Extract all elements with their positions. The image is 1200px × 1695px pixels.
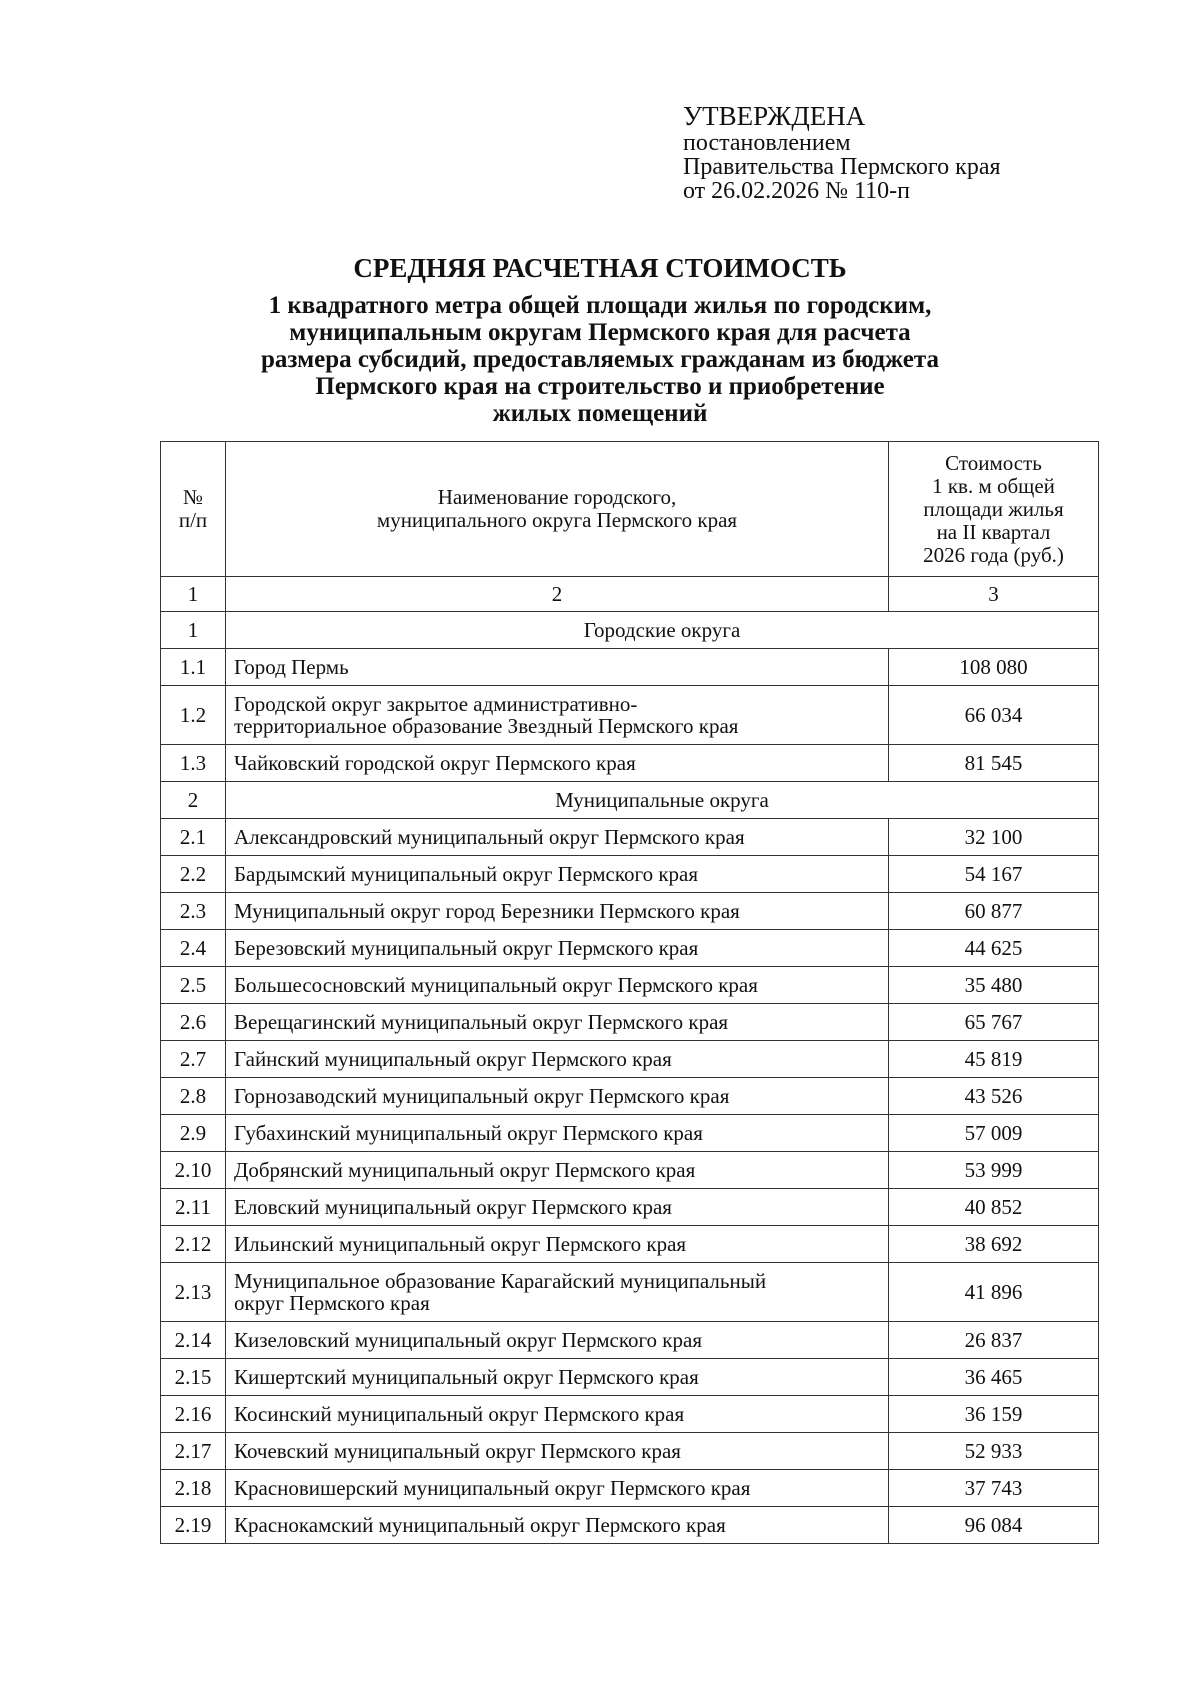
- table-row: [161, 1263, 1099, 1322]
- table-row: [161, 856, 1099, 893]
- row-num: 1.2: [161, 686, 226, 745]
- column-number: 1: [161, 577, 226, 612]
- row-num: 1.3: [161, 745, 226, 782]
- table-row: [161, 930, 1099, 967]
- header-num: [161, 442, 226, 577]
- section-row-municipal-districts: [161, 782, 1099, 819]
- approval-line: от 26.02.2026 № 110-п: [683, 178, 911, 204]
- section-num: 1: [161, 612, 226, 649]
- row-name: Гайнский муниципальный округ Пермского края: [226, 1041, 889, 1078]
- column-number: 3: [889, 577, 1099, 612]
- row-value: 32 100: [889, 819, 1099, 856]
- title-main: СРЕДНЯЯ РАСЧЕТНАЯ СТОИМОСТЬ: [353, 253, 847, 283]
- table-row: [161, 1041, 1099, 1078]
- row-value: 35 480: [889, 967, 1099, 1004]
- row-name: Город Пермь: [226, 649, 889, 686]
- row-num: 1.1: [161, 649, 226, 686]
- row-value: 36 159: [889, 1396, 1099, 1433]
- row-value: 36 465: [889, 1359, 1099, 1396]
- row-num: 2.1: [161, 819, 226, 856]
- row-name: Косинский муниципальный округ Пермского края: [226, 1396, 889, 1433]
- row-num: 2.8: [161, 1078, 226, 1115]
- row-name: Верещагинский муниципальный округ Пермского края: [226, 1004, 889, 1041]
- row-num: 2.2: [161, 856, 226, 893]
- row-num: 2.19: [161, 1507, 226, 1544]
- row-name: Горнозаводский муниципальный округ Пермского края: [226, 1078, 889, 1115]
- table-row: [161, 1322, 1099, 1359]
- table-row: [161, 649, 1099, 686]
- header-num-line: п/п: [178, 508, 208, 532]
- header-cost-line: на II квартал: [936, 519, 1051, 544]
- row-name: Чайковский городской округ Пермского края: [226, 745, 889, 782]
- row-name: Добрянский муниципальный округ Пермского края: [226, 1152, 889, 1189]
- row-value: 81 545: [889, 745, 1099, 782]
- row-name: Красновишерский муниципальный округ Пермского края: [226, 1470, 889, 1507]
- column-number: 2: [226, 577, 889, 612]
- row-value: 65 767: [889, 1004, 1099, 1041]
- row-num: 2.11: [161, 1189, 226, 1226]
- row-num: 2.4: [161, 930, 226, 967]
- row-num: 2.9: [161, 1115, 226, 1152]
- row-name: Большесосновский муниципальный округ Пермского края: [226, 967, 889, 1004]
- table-row: [161, 1004, 1099, 1041]
- table-row: [161, 1470, 1099, 1507]
- row-value: 26 837: [889, 1322, 1099, 1359]
- row-num: 2.6: [161, 1004, 226, 1041]
- approval-stamp: [683, 102, 1001, 203]
- table-row: [161, 1396, 1099, 1433]
- table-row: [161, 1152, 1099, 1189]
- row-value: 52 933: [889, 1433, 1099, 1470]
- row-name-line: округ Пермского края: [234, 1291, 430, 1315]
- row-value: 53 999: [889, 1152, 1099, 1189]
- header-name: [226, 442, 889, 577]
- document-title: [0, 255, 1200, 427]
- row-value: 96 084: [889, 1507, 1099, 1544]
- row-value: 57 009: [889, 1115, 1099, 1152]
- table-row: [161, 1189, 1099, 1226]
- table-row: [161, 1226, 1099, 1263]
- row-name: Березовский муниципальный округ Пермского края: [226, 930, 889, 967]
- header-cost-line: Стоимость: [945, 450, 1042, 475]
- approval-line: постановлением: [683, 130, 851, 156]
- row-name: Кочевский муниципальный округ Пермского края: [226, 1433, 889, 1470]
- header-num-line: №: [182, 485, 204, 509]
- row-name-line: Муниципальное образование Карагайский муниципальный: [234, 1269, 767, 1293]
- row-num: 2.16: [161, 1396, 226, 1433]
- title-subline: жилых помещений: [492, 400, 708, 427]
- section-title: Муниципальные округа: [226, 782, 1099, 819]
- row-value: 41 896: [889, 1263, 1099, 1322]
- approval-title: УТВЕРЖДЕНА: [683, 101, 866, 131]
- section-num: 2: [161, 782, 226, 819]
- table-row: [161, 819, 1099, 856]
- row-value: 38 692: [889, 1226, 1099, 1263]
- row-num: 2.3: [161, 893, 226, 930]
- row-value: 45 819: [889, 1041, 1099, 1078]
- table-row: [161, 745, 1099, 782]
- title-subline: муниципальным округам Пермского края для расчета: [289, 319, 911, 346]
- row-name: Кишертский муниципальный округ Пермского края: [226, 1359, 889, 1396]
- header-cost: [889, 442, 1099, 577]
- row-value: 66 034: [889, 686, 1099, 745]
- table-row: [161, 1078, 1099, 1115]
- row-num: 2.13: [161, 1263, 226, 1322]
- row-name: [226, 686, 889, 745]
- row-name: Еловский муниципальный округ Пермского края: [226, 1189, 889, 1226]
- table-row: [161, 1507, 1099, 1544]
- cost-table: [160, 441, 1099, 1544]
- header-cost-line: 1 кв. м общей: [932, 473, 1055, 498]
- approval-line: Правительства Пермского края: [683, 154, 1001, 180]
- row-num: 2.15: [161, 1359, 226, 1396]
- title-subline: 1 квадратного метра общей площади жилья по городским,: [268, 292, 932, 319]
- table-row: [161, 893, 1099, 930]
- row-value: 37 743: [889, 1470, 1099, 1507]
- row-name: Бардымский муниципальный округ Пермского края: [226, 856, 889, 893]
- row-name: [226, 1263, 889, 1322]
- row-value: 54 167: [889, 856, 1099, 893]
- section-title: Городские округа: [226, 612, 1099, 649]
- row-name: Муниципальный округ город Березники Пермского края: [226, 893, 889, 930]
- row-num: 2.5: [161, 967, 226, 1004]
- header-cost-line: 2026 года (руб.): [923, 542, 1064, 567]
- row-num: 2.18: [161, 1470, 226, 1507]
- row-name: Ильинский муниципальный округ Пермского края: [226, 1226, 889, 1263]
- table-row: [161, 1115, 1099, 1152]
- row-num: 2.14: [161, 1322, 226, 1359]
- row-num: 2.10: [161, 1152, 226, 1189]
- row-name: Краснокамский муниципальный округ Пермского края: [226, 1507, 889, 1544]
- row-value: 60 877: [889, 893, 1099, 930]
- row-num: 2.17: [161, 1433, 226, 1470]
- row-name-line: территориальное образование Звездный Пермского края: [234, 714, 739, 738]
- row-value: 44 625: [889, 930, 1099, 967]
- row-name: Александровский муниципальный округ Пермского края: [226, 819, 889, 856]
- row-value: 108 080: [889, 649, 1099, 686]
- table-row: [161, 1359, 1099, 1396]
- row-num: 2.7: [161, 1041, 226, 1078]
- row-value: 43 526: [889, 1078, 1099, 1115]
- row-value: 40 852: [889, 1189, 1099, 1226]
- header-name-line: Наименование городского,: [437, 485, 677, 509]
- table-row: [161, 686, 1099, 745]
- row-num: 2.12: [161, 1226, 226, 1263]
- header-name-line: муниципального округа Пермского края: [376, 508, 738, 532]
- table-header-row: [161, 442, 1099, 577]
- row-name-line: Городской округ закрытое административно-: [234, 692, 638, 716]
- table-row: [161, 1433, 1099, 1470]
- header-cost-line: площади жилья: [923, 496, 1064, 521]
- table-row: [161, 967, 1099, 1004]
- section-row-city-districts: [161, 612, 1099, 649]
- column-number-row: [161, 577, 1099, 612]
- title-subline: размера субсидий, предоставляемых гражданам из бюджета: [260, 346, 939, 373]
- row-name: Кизеловский муниципальный округ Пермского края: [226, 1322, 889, 1359]
- row-name: Губахинский муниципальный округ Пермского края: [226, 1115, 889, 1152]
- title-subline: Пермского края на строительство и приобретение: [315, 373, 885, 400]
